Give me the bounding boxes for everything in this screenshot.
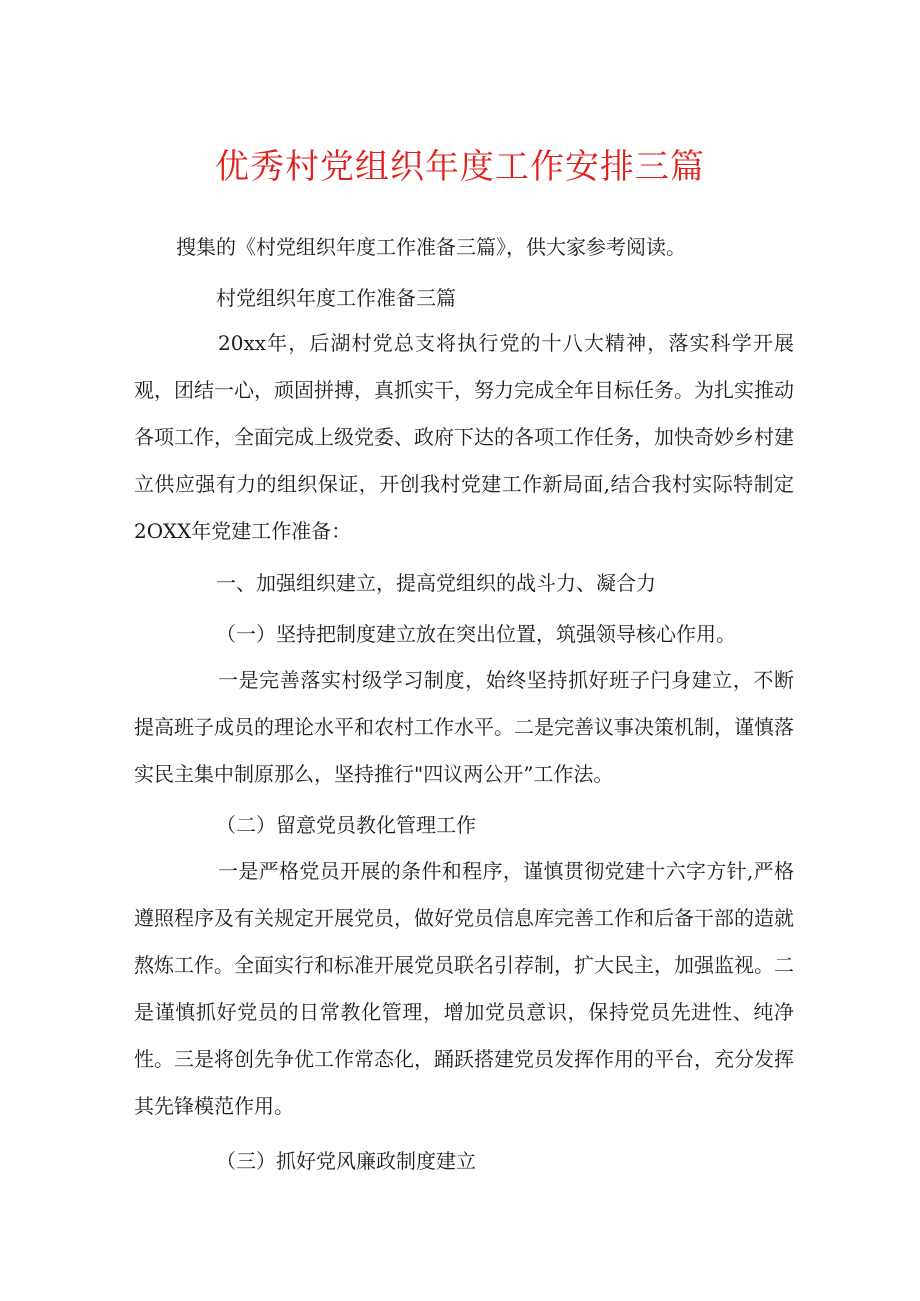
paragraph-2: 一是完善落实村级学习制度，始终坚持抓好班子闩身建立，不断提高班子成员的理论水平和农村工作水平。二是完善议事决策机制，谨慎落实民主集中制原那么，坚持推行"四议两公开”工作法。 xyxy=(134,668,794,786)
section-heading-1: 一、加强组织建立，提高党组织的战斗力、凝合力 xyxy=(216,571,656,595)
subheading-1: （一）坚持把制度建立放在突出位置，筑强领导核心作用。 xyxy=(216,622,736,646)
document-title: 优秀村党组织年度工作安排三篇 xyxy=(215,147,705,187)
subheading-2: （二）留意党员教化管理工作 xyxy=(216,813,476,837)
intro-line: 搜集的《村党组织年度工作准备三篇》，供大家参考阅读。 xyxy=(176,235,686,259)
paragraph-1: 20xx年，后湖村党总支将执行党的十八大精神，落实科学开展观，团结一心，顽固拼搏，真抓实干，努力完成全年目标任务。为扎实推动各项工作，全面完成上级党委、政府下达的各项工作任务，加快奇妙乡村建立供应强有力的组织保证，开创我村党建工作新局面,结合我村实际特制定2OXX年党建工作准备： xyxy=(134,331,794,543)
paragraph-3: 一是严格党员开展的条件和程序，谨慎贯彻党建十六字方针,严格遵照程序及有关规定开展党员，做好党员信息库完善工作和后备干部的造就熬炼工作。全面实行和标准开展党员联名引荐制，扩大民主，加强监视。二是谨慎抓好党员的日常教化管理，增加党员意识，保持党员先进性、纯净性。三是将创先争优工作常态化，踊跃搭建党员发挥作用的平台，充分发挥其先锋模范作用。 xyxy=(134,859,794,1118)
subtitle-line: 村党组织年度工作准备三篇 xyxy=(216,286,456,310)
subheading-3: （三）抓好党风廉政制度建立 xyxy=(216,1149,476,1173)
